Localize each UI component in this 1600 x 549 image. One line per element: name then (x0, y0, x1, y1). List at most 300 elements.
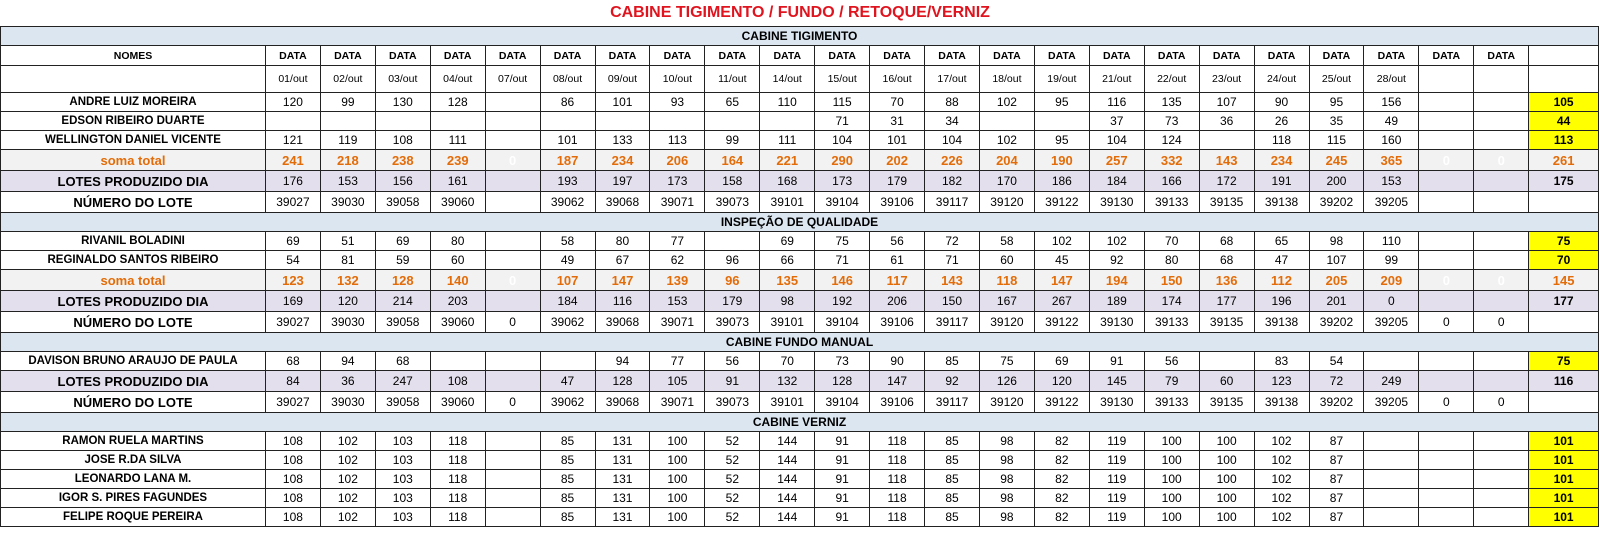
value-cell[interactable] (1474, 291, 1529, 312)
value-cell[interactable] (540, 352, 595, 371)
row-label[interactable]: NÚMERO DO LOTE (1, 192, 266, 213)
value-cell[interactable]: 39135 (1199, 192, 1254, 213)
value-cell[interactable]: 190 (1034, 150, 1089, 171)
value-cell[interactable]: 131 (595, 451, 650, 470)
value-cell[interactable]: 108 (265, 470, 320, 489)
value-cell[interactable]: 39073 (705, 312, 760, 333)
value-cell[interactable]: 39120 (979, 392, 1034, 413)
date-cell[interactable]: 22/out (1144, 66, 1199, 93)
value-cell[interactable]: 119 (1089, 432, 1144, 451)
value-cell[interactable]: 153 (1364, 171, 1419, 192)
value-cell[interactable] (485, 291, 540, 312)
value-cell[interactable]: 186 (1034, 171, 1089, 192)
value-cell[interactable]: 174 (1144, 291, 1199, 312)
value-cell[interactable]: 52 (705, 508, 760, 527)
date-cell[interactable]: 17/out (925, 66, 980, 93)
value-cell[interactable]: 65 (705, 93, 760, 112)
data-header-cell[interactable]: DATA (650, 46, 705, 66)
value-cell[interactable] (1474, 232, 1529, 251)
value-cell[interactable]: 118 (870, 451, 925, 470)
value-cell[interactable]: 103 (375, 451, 430, 470)
value-cell[interactable]: 77 (650, 232, 705, 251)
value-cell[interactable] (1474, 93, 1529, 112)
value-cell[interactable]: 257 (1089, 150, 1144, 171)
value-cell[interactable]: 86 (540, 93, 595, 112)
value-cell[interactable]: 100 (650, 451, 705, 470)
value-cell[interactable]: 245 (1309, 150, 1364, 171)
value-cell[interactable] (1364, 489, 1419, 508)
value-cell[interactable]: 104 (1089, 131, 1144, 150)
value-cell[interactable]: 0 (1474, 270, 1529, 291)
value-cell[interactable]: 39104 (815, 312, 870, 333)
value-cell[interactable] (1419, 451, 1474, 470)
value-cell[interactable]: 153 (320, 171, 375, 192)
value-cell[interactable]: 201 (1309, 291, 1364, 312)
value-cell[interactable]: 36 (1199, 112, 1254, 131)
value-cell[interactable]: 54 (1309, 352, 1364, 371)
value-cell[interactable]: 52 (705, 451, 760, 470)
value-cell[interactable]: 118 (430, 508, 485, 527)
value-cell[interactable]: 100 (1144, 489, 1199, 508)
value-cell[interactable]: 247 (375, 371, 430, 392)
date-cell[interactable]: 21/out (1089, 66, 1144, 93)
date-cell[interactable]: 07/out (485, 66, 540, 93)
value-cell[interactable] (320, 112, 375, 131)
value-cell[interactable]: 120 (1034, 371, 1089, 392)
value-cell[interactable]: 0 (485, 392, 540, 413)
data-header-cell[interactable]: DATA (265, 46, 320, 66)
value-cell[interactable]: 118 (430, 470, 485, 489)
value-cell[interactable]: 39205 (1364, 192, 1419, 213)
value-cell[interactable]: 39058 (375, 392, 430, 413)
value-cell[interactable]: 39106 (870, 312, 925, 333)
value-cell[interactable]: 39104 (815, 192, 870, 213)
date-cell[interactable]: 25/out (1309, 66, 1364, 93)
date-cell[interactable]: 04/out (430, 66, 485, 93)
value-cell[interactable]: 218 (320, 150, 375, 171)
value-cell[interactable]: 126 (979, 371, 1034, 392)
value-cell[interactable]: 226 (925, 150, 980, 171)
value-cell[interactable]: 100 (1199, 432, 1254, 451)
value-cell[interactable]: 80 (1144, 251, 1199, 270)
value-cell[interactable]: 102 (979, 93, 1034, 112)
value-cell[interactable]: 234 (1254, 150, 1309, 171)
section-title[interactable]: CABINE TIGIMENTO (1, 27, 1599, 46)
value-cell[interactable]: 98 (1309, 232, 1364, 251)
row-label[interactable]: soma total (1, 150, 266, 171)
value-cell[interactable]: 267 (1034, 291, 1089, 312)
value-cell[interactable]: 173 (815, 171, 870, 192)
value-cell[interactable] (1364, 451, 1419, 470)
data-header-cell[interactable]: DATA (1144, 46, 1199, 66)
value-cell[interactable]: 99 (320, 93, 375, 112)
value-cell[interactable]: 102 (1034, 232, 1089, 251)
value-cell[interactable] (1419, 251, 1474, 270)
value-cell[interactable]: 103 (375, 432, 430, 451)
value-cell[interactable]: 200 (1309, 171, 1364, 192)
value-cell[interactable]: 39117 (925, 312, 980, 333)
value-cell[interactable]: 100 (650, 470, 705, 489)
average-cell[interactable]: 113 (1529, 131, 1599, 150)
value-cell[interactable]: 102 (1254, 508, 1309, 527)
data-header-cell[interactable]: DATA (1364, 46, 1419, 66)
value-cell[interactable]: 111 (760, 131, 815, 150)
date-cell[interactable]: 08/out (540, 66, 595, 93)
value-cell[interactable]: 108 (265, 451, 320, 470)
value-cell[interactable] (979, 112, 1034, 131)
value-cell[interactable] (1419, 508, 1474, 527)
value-cell[interactable]: 39104 (815, 392, 870, 413)
value-cell[interactable]: 120 (320, 291, 375, 312)
data-header-cell[interactable]: DATA (540, 46, 595, 66)
value-cell[interactable]: 206 (870, 291, 925, 312)
value-cell[interactable]: 95 (1034, 131, 1089, 150)
value-cell[interactable]: 31 (870, 112, 925, 131)
value-cell[interactable]: 58 (540, 232, 595, 251)
value-cell[interactable]: 54 (265, 251, 320, 270)
value-cell[interactable]: 85 (540, 508, 595, 527)
value-cell[interactable]: 144 (760, 451, 815, 470)
value-cell[interactable]: 39130 (1089, 312, 1144, 333)
value-cell[interactable]: 144 (760, 432, 815, 451)
value-cell[interactable]: 160 (1364, 131, 1419, 150)
value-cell[interactable] (595, 112, 650, 131)
value-cell[interactable]: 124 (1144, 131, 1199, 150)
value-cell[interactable] (485, 489, 540, 508)
value-cell[interactable]: 96 (705, 251, 760, 270)
value-cell[interactable]: 69 (265, 232, 320, 251)
value-cell[interactable]: 85 (925, 352, 980, 371)
value-cell[interactable]: 197 (595, 171, 650, 192)
value-cell[interactable]: 115 (815, 93, 870, 112)
value-cell[interactable]: 39060 (430, 192, 485, 213)
value-cell[interactable]: 101 (540, 131, 595, 150)
value-cell[interactable]: 101 (595, 93, 650, 112)
value-cell[interactable]: 81 (320, 251, 375, 270)
value-cell[interactable]: 118 (870, 470, 925, 489)
value-cell[interactable] (1474, 451, 1529, 470)
data-header-cell[interactable]: DATA (1309, 46, 1364, 66)
value-cell[interactable]: 121 (265, 131, 320, 150)
value-cell[interactable]: 39130 (1089, 192, 1144, 213)
value-cell[interactable] (1474, 352, 1529, 371)
names-header[interactable]: NOMES (1, 46, 266, 66)
value-cell[interactable]: 150 (1144, 270, 1199, 291)
value-cell[interactable]: 135 (1144, 93, 1199, 112)
value-cell[interactable]: 85 (925, 508, 980, 527)
value-cell[interactable]: 98 (979, 432, 1034, 451)
average-header-cell[interactable] (1529, 46, 1599, 66)
row-label[interactable]: soma total (1, 270, 266, 291)
value-cell[interactable] (1419, 93, 1474, 112)
date-cell[interactable]: 23/out (1199, 66, 1254, 93)
value-cell[interactable]: 102 (320, 470, 375, 489)
row-label[interactable]: LOTES PRODUZIDO DIA (1, 371, 266, 392)
value-cell[interactable]: 119 (1089, 451, 1144, 470)
value-cell[interactable] (705, 112, 760, 131)
value-cell[interactable]: 119 (1089, 508, 1144, 527)
value-cell[interactable]: 182 (925, 171, 980, 192)
value-cell[interactable]: 118 (1254, 131, 1309, 150)
value-cell[interactable] (540, 112, 595, 131)
data-header-cell[interactable]: DATA (430, 46, 485, 66)
value-cell[interactable]: 94 (595, 352, 650, 371)
value-cell[interactable]: 194 (1089, 270, 1144, 291)
value-cell[interactable]: 39130 (1089, 392, 1144, 413)
value-cell[interactable]: 39062 (540, 392, 595, 413)
value-cell[interactable]: 102 (1254, 432, 1309, 451)
value-cell[interactable] (485, 171, 540, 192)
value-cell[interactable]: 99 (705, 131, 760, 150)
value-cell[interactable] (485, 192, 540, 213)
value-cell[interactable]: 140 (430, 270, 485, 291)
value-cell[interactable] (1474, 171, 1529, 192)
value-cell[interactable]: 100 (1199, 470, 1254, 489)
value-cell[interactable] (1474, 432, 1529, 451)
average-cell[interactable]: 175 (1529, 171, 1599, 192)
value-cell[interactable]: 98 (979, 508, 1034, 527)
value-cell[interactable]: 108 (430, 371, 485, 392)
value-cell[interactable]: 91 (815, 489, 870, 508)
value-cell[interactable]: 118 (430, 451, 485, 470)
value-cell[interactable]: 179 (870, 171, 925, 192)
value-cell[interactable]: 39117 (925, 192, 980, 213)
value-cell[interactable] (1199, 352, 1254, 371)
value-cell[interactable]: 102 (1089, 232, 1144, 251)
value-cell[interactable]: 118 (430, 432, 485, 451)
row-label[interactable]: WELLINGTON DANIEL VICENTE (1, 131, 266, 150)
average-cell[interactable]: 44 (1529, 112, 1599, 131)
value-cell[interactable]: 206 (650, 150, 705, 171)
value-cell[interactable]: 94 (320, 352, 375, 371)
data-header-cell[interactable]: DATA (760, 46, 815, 66)
value-cell[interactable]: 51 (320, 232, 375, 251)
value-cell[interactable]: 135 (760, 270, 815, 291)
value-cell[interactable]: 39205 (1364, 312, 1419, 333)
value-cell[interactable]: 68 (265, 352, 320, 371)
average-cell[interactable]: 145 (1529, 270, 1599, 291)
value-cell[interactable]: 102 (320, 451, 375, 470)
value-cell[interactable]: 131 (595, 508, 650, 527)
average-header-blank[interactable] (1529, 66, 1599, 93)
value-cell[interactable]: 82 (1034, 508, 1089, 527)
value-cell[interactable]: 128 (375, 270, 430, 291)
average-cell[interactable]: 261 (1529, 150, 1599, 171)
value-cell[interactable]: 118 (870, 508, 925, 527)
data-header-cell[interactable]: DATA (320, 46, 375, 66)
value-cell[interactable]: 202 (870, 150, 925, 171)
row-label[interactable]: LOTES PRODUZIDO DIA (1, 291, 266, 312)
value-cell[interactable]: 39071 (650, 192, 705, 213)
value-cell[interactable]: 118 (430, 489, 485, 508)
value-cell[interactable] (1474, 112, 1529, 131)
value-cell[interactable]: 96 (705, 270, 760, 291)
value-cell[interactable]: 187 (540, 150, 595, 171)
value-cell[interactable] (485, 251, 540, 270)
value-cell[interactable] (485, 371, 540, 392)
value-cell[interactable]: 0 (485, 312, 540, 333)
average-cell[interactable]: 101 (1529, 470, 1599, 489)
average-cell[interactable] (1529, 392, 1599, 413)
value-cell[interactable]: 110 (760, 93, 815, 112)
value-cell[interactable]: 39106 (870, 392, 925, 413)
value-cell[interactable]: 133 (595, 131, 650, 150)
value-cell[interactable]: 100 (1199, 508, 1254, 527)
value-cell[interactable]: 39122 (1034, 312, 1089, 333)
value-cell[interactable] (1364, 508, 1419, 527)
value-cell[interactable]: 69 (1034, 352, 1089, 371)
value-cell[interactable]: 52 (705, 470, 760, 489)
value-cell[interactable] (1364, 432, 1419, 451)
value-cell[interactable]: 68 (375, 352, 430, 371)
average-cell[interactable]: 116 (1529, 371, 1599, 392)
value-cell[interactable]: 87 (1309, 489, 1364, 508)
value-cell[interactable]: 93 (650, 93, 705, 112)
value-cell[interactable]: 59 (375, 251, 430, 270)
value-cell[interactable]: 102 (320, 432, 375, 451)
data-header-cell[interactable]: DATA (870, 46, 925, 66)
value-cell[interactable]: 39027 (265, 192, 320, 213)
value-cell[interactable]: 102 (1254, 470, 1309, 489)
date-cell[interactable]: 19/out (1034, 66, 1089, 93)
value-cell[interactable] (265, 112, 320, 131)
value-cell[interactable]: 91 (815, 432, 870, 451)
value-cell[interactable]: 39058 (375, 312, 430, 333)
value-cell[interactable] (1419, 470, 1474, 489)
value-cell[interactable] (485, 131, 540, 150)
average-cell[interactable]: 75 (1529, 352, 1599, 371)
value-cell[interactable]: 153 (650, 291, 705, 312)
value-cell[interactable]: 290 (815, 150, 870, 171)
value-cell[interactable]: 191 (1254, 171, 1309, 192)
value-cell[interactable]: 100 (1144, 432, 1199, 451)
value-cell[interactable]: 85 (925, 432, 980, 451)
value-cell[interactable]: 90 (870, 352, 925, 371)
value-cell[interactable]: 184 (1089, 171, 1144, 192)
value-cell[interactable] (1419, 432, 1474, 451)
value-cell[interactable]: 85 (925, 489, 980, 508)
value-cell[interactable]: 85 (925, 470, 980, 489)
value-cell[interactable]: 249 (1364, 371, 1419, 392)
value-cell[interactable]: 102 (320, 508, 375, 527)
value-cell[interactable] (1364, 352, 1419, 371)
date-cell[interactable]: 11/out (705, 66, 760, 93)
value-cell[interactable]: 95 (1034, 93, 1089, 112)
date-cell[interactable]: 03/out (375, 66, 430, 93)
data-header-cell[interactable]: DATA (1474, 46, 1529, 66)
value-cell[interactable]: 193 (540, 171, 595, 192)
average-cell[interactable] (1529, 192, 1599, 213)
value-cell[interactable]: 108 (375, 131, 430, 150)
value-cell[interactable]: 39027 (265, 392, 320, 413)
value-cell[interactable]: 39138 (1254, 312, 1309, 333)
data-header-cell[interactable]: DATA (815, 46, 870, 66)
value-cell[interactable] (375, 112, 430, 131)
row-label[interactable]: FELIPE ROQUE PEREIRA (1, 508, 266, 527)
value-cell[interactable]: 91 (815, 451, 870, 470)
value-cell[interactable]: 39120 (979, 192, 1034, 213)
value-cell[interactable]: 119 (1089, 470, 1144, 489)
average-cell[interactable]: 177 (1529, 291, 1599, 312)
data-header-cell[interactable]: DATA (1254, 46, 1309, 66)
value-cell[interactable]: 85 (540, 451, 595, 470)
value-cell[interactable]: 36 (320, 371, 375, 392)
section-title[interactable]: CABINE FUNDO MANUAL (1, 333, 1599, 352)
value-cell[interactable]: 166 (1144, 171, 1199, 192)
value-cell[interactable]: 39027 (265, 312, 320, 333)
row-label[interactable]: DAVISON BRUNO ARAUJO DE PAULA (1, 352, 266, 371)
value-cell[interactable]: 0 (485, 270, 540, 291)
value-cell[interactable] (485, 352, 540, 371)
average-cell[interactable] (1529, 312, 1599, 333)
value-cell[interactable]: 115 (1309, 131, 1364, 150)
average-cell[interactable]: 101 (1529, 451, 1599, 470)
value-cell[interactable] (485, 93, 540, 112)
value-cell[interactable]: 39073 (705, 192, 760, 213)
value-cell[interactable] (1419, 112, 1474, 131)
value-cell[interactable]: 0 (1419, 150, 1474, 171)
value-cell[interactable]: 91 (705, 371, 760, 392)
value-cell[interactable]: 192 (815, 291, 870, 312)
value-cell[interactable]: 85 (540, 470, 595, 489)
value-cell[interactable]: 85 (540, 489, 595, 508)
value-cell[interactable]: 108 (265, 508, 320, 527)
value-cell[interactable]: 82 (1034, 470, 1089, 489)
data-header-cell[interactable]: DATA (1034, 46, 1089, 66)
value-cell[interactable]: 107 (540, 270, 595, 291)
value-cell[interactable]: 132 (320, 270, 375, 291)
value-cell[interactable]: 82 (1034, 432, 1089, 451)
value-cell[interactable] (1419, 192, 1474, 213)
value-cell[interactable]: 98 (760, 291, 815, 312)
value-cell[interactable]: 39106 (870, 192, 925, 213)
value-cell[interactable]: 239 (430, 150, 485, 171)
value-cell[interactable]: 136 (1199, 270, 1254, 291)
value-cell[interactable]: 169 (265, 291, 320, 312)
value-cell[interactable]: 69 (760, 232, 815, 251)
value-cell[interactable]: 49 (1364, 112, 1419, 131)
value-cell[interactable]: 92 (1089, 251, 1144, 270)
value-cell[interactable]: 39120 (979, 312, 1034, 333)
value-cell[interactable] (430, 352, 485, 371)
value-cell[interactable]: 65 (1254, 232, 1309, 251)
value-cell[interactable] (1419, 371, 1474, 392)
value-cell[interactable]: 0 (1419, 270, 1474, 291)
data-header-cell[interactable]: DATA (485, 46, 540, 66)
value-cell[interactable]: 39117 (925, 392, 980, 413)
value-cell[interactable] (1474, 489, 1529, 508)
value-cell[interactable]: 39030 (320, 312, 375, 333)
value-cell[interactable]: 100 (650, 489, 705, 508)
value-cell[interactable]: 92 (925, 371, 980, 392)
value-cell[interactable]: 45 (1034, 251, 1089, 270)
value-cell[interactable]: 107 (1199, 93, 1254, 112)
value-cell[interactable]: 144 (760, 508, 815, 527)
value-cell[interactable]: 168 (760, 171, 815, 192)
date-cell[interactable]: 02/out (320, 66, 375, 93)
value-cell[interactable]: 88 (925, 93, 980, 112)
value-cell[interactable]: 123 (265, 270, 320, 291)
value-cell[interactable]: 164 (705, 150, 760, 171)
value-cell[interactable] (485, 470, 540, 489)
value-cell[interactable]: 56 (870, 232, 925, 251)
value-cell[interactable]: 0 (1474, 150, 1529, 171)
value-cell[interactable] (1034, 112, 1089, 131)
value-cell[interactable]: 100 (1144, 508, 1199, 527)
value-cell[interactable]: 128 (815, 371, 870, 392)
value-cell[interactable]: 158 (705, 171, 760, 192)
value-cell[interactable]: 61 (870, 251, 925, 270)
